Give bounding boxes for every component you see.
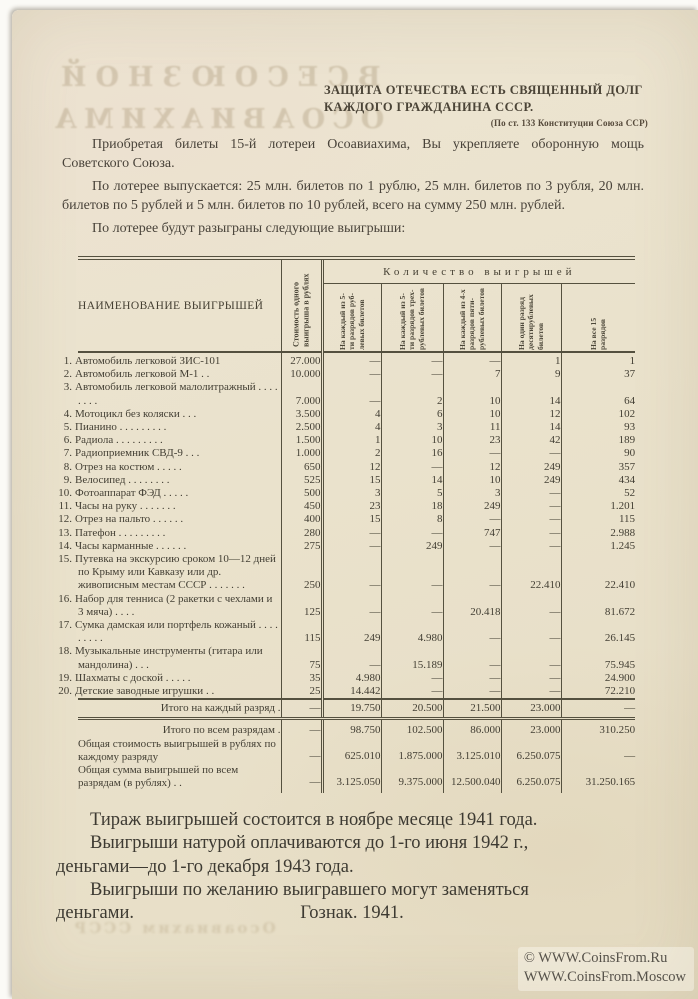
prize-qty-cell: 3 — [443, 487, 501, 500]
watermark — [518, 947, 694, 991]
summary-qty-cell: 6.250.075 — [501, 764, 561, 793]
column-header-5ruble-tickets: На каждый из 4-х разрядов пятирублевых билетов — [443, 284, 501, 353]
prize-number: 5. — [63, 421, 72, 434]
prize-qty-cell: — — [381, 352, 443, 368]
prize-cost-cell: 250 — [281, 553, 322, 593]
prize-qty-cell: 249 — [501, 461, 561, 474]
footer-line-tail: деньгами. — [56, 903, 134, 924]
prize-qty-cell: 11 — [443, 421, 501, 434]
prize-qty-cell: 15.189 — [381, 645, 443, 671]
prize-qty-cell: 10 — [443, 474, 501, 487]
prize-qty-cell: — — [443, 645, 501, 671]
prize-qty-cell: — — [501, 513, 561, 526]
prize-qty-cell: — — [501, 540, 561, 553]
prize-qty-cell: 9 — [501, 368, 561, 381]
column-header-3ruble-tickets: На каждый из 5-ти разрядов трехрублевых билетов — [381, 284, 443, 353]
prize-table — [58, 256, 636, 793]
prize-number: 1. — [63, 355, 72, 367]
prize-number: 12. — [58, 513, 72, 526]
prize-qty-cell: 52 — [561, 487, 635, 500]
prize-cost-cell: 275 — [281, 540, 322, 553]
prize-qty-cell: — — [381, 593, 443, 619]
watermark-line: © WWW.CoinsFrom.Ru — [523, 949, 668, 966]
table-row — [78, 368, 635, 381]
prize-number: 18. — [58, 645, 72, 658]
table-row — [78, 619, 635, 645]
summary-qty-cell: — — [561, 738, 635, 764]
prize-qty-cell: 22.410 — [501, 553, 561, 593]
prize-name: Часы на руку . . . . . . . — [75, 500, 176, 513]
prize-qty-cell: — — [443, 672, 501, 685]
prize-qty-cell: 24.900 — [561, 672, 635, 685]
prize-name-cell — [58, 645, 281, 671]
prize-qty-cell: 18 — [381, 500, 443, 513]
prize-qty-cell: 26.145 — [561, 619, 635, 645]
prize-name-cell — [58, 487, 281, 500]
prize-name-cell — [58, 513, 281, 526]
summary-cost-cell: — — [281, 719, 322, 738]
table-row — [78, 434, 635, 447]
column-header-ruble-tickets: На каждый из 5-ти разрядов рублевых билетов — [322, 284, 381, 353]
prize-name-cell — [63, 434, 281, 447]
table-row — [78, 352, 635, 368]
prize-qty-cell: — — [443, 685, 501, 699]
prize-name: Детские заводные игрушки . . — [75, 685, 215, 698]
prize-number: 20. — [58, 685, 72, 698]
column-header-all-15: На все 15 разрядов — [561, 284, 635, 353]
ghost-bleedthrough-text: Осоавиахим СССР — [72, 919, 276, 937]
table-row — [78, 527, 635, 540]
prize-name: Автомобиль легковой ЗИС-101 — [75, 355, 221, 367]
prize-number: 15. — [58, 553, 72, 566]
prize-name: Шахматы с доской . . . . . — [75, 671, 191, 684]
prize-qty-cell: — — [443, 513, 501, 526]
prize-qty-cell: 8 — [381, 513, 443, 526]
summary-label-cell: Итого по всем разрядам . — [162, 724, 281, 737]
prize-cost-cell: 115 — [281, 619, 322, 645]
prize-qty-cell: 23 — [322, 500, 381, 513]
prize-cost-cell: 525 — [281, 474, 322, 487]
prize-name-cell — [63, 381, 281, 407]
prize-qty-cell: — — [322, 368, 381, 381]
prize-number: 13. — [58, 526, 72, 539]
prize-name: Часы карманные . . . . . . — [75, 539, 187, 552]
summary-qty-cell: 3.125.010 — [443, 738, 501, 764]
table-row — [78, 461, 635, 474]
prize-qty-cell: 64 — [561, 381, 635, 407]
table-row — [78, 513, 635, 526]
table-row — [78, 593, 635, 619]
summary-cost-cell: — — [281, 699, 322, 719]
prize-qty-cell: — — [322, 527, 381, 540]
table-row — [78, 553, 635, 593]
prize-qty-cell: 12 — [322, 461, 381, 474]
prize-name: Патефон . . . . . . . . . — [75, 526, 166, 539]
prize-qty-cell: 249 — [443, 500, 501, 513]
prize-cost-cell: 280 — [281, 527, 322, 540]
prize-qty-cell: 6 — [381, 408, 443, 421]
summary-qty-cell: 102.500 — [381, 719, 443, 738]
prize-qty-cell: — — [443, 553, 501, 593]
ghost-bleedthrough-text: ВСЕСОЮЗНОЙ — [52, 62, 381, 93]
summary-row — [78, 764, 635, 793]
prize-qty-cell: 4 — [322, 408, 381, 421]
summary-cost-cell: — — [281, 764, 322, 793]
table-header-row-1 — [78, 258, 635, 284]
table-row — [78, 672, 635, 685]
prize-qty-cell: — — [322, 593, 381, 619]
prize-qty-cell: 102 — [561, 408, 635, 421]
prize-number: 8. — [63, 460, 72, 473]
prize-name: Отрез на пальто . . . . . . — [75, 513, 184, 526]
summary-qty-cell: 6.250.075 — [501, 738, 561, 764]
prize-cost-cell: 7.000 — [281, 381, 322, 407]
prize-qty-cell: 90 — [561, 447, 635, 460]
prize-qty-cell: — — [501, 500, 561, 513]
prize-name: Автомобиль легковой М-1 . . — [75, 368, 210, 381]
summary-row — [78, 719, 635, 738]
summary-qty-cell: 3.125.050 — [322, 764, 381, 793]
summary-qty-cell: 625.010 — [322, 738, 381, 764]
table-row — [78, 500, 635, 513]
prize-cost-cell: 1.500 — [281, 434, 322, 447]
summary-qty-cell: 1.875.000 — [381, 738, 443, 764]
prize-cost-cell: 10.000 — [281, 368, 322, 381]
prize-qty-cell: — — [381, 672, 443, 685]
prize-qty-cell: — — [501, 593, 561, 619]
prize-qty-cell: 7 — [443, 368, 501, 381]
prize-name-cell — [58, 539, 281, 553]
footer-line: Выигрыши по желанию выигравшего могут заменяться — [90, 879, 529, 900]
prize-qty-cell: 81.672 — [561, 593, 635, 619]
prize-qty-cell: 747 — [443, 527, 501, 540]
prize-qty-cell: 357 — [561, 461, 635, 474]
prize-name-cell — [63, 407, 281, 421]
summary-cost-cell: — — [281, 738, 322, 764]
prize-name-cell — [58, 592, 281, 619]
prize-name: Велосипед . . . . . . . . — [75, 473, 170, 486]
prize-qty-cell: 42 — [501, 434, 561, 447]
ghost-bleedthrough-text: ОСОАВИАХИМА — [48, 104, 385, 135]
prize-qty-cell: 23 — [443, 434, 501, 447]
prize-cost-cell: 75 — [281, 645, 322, 671]
summary-qty-cell: 9.375.000 — [381, 764, 443, 793]
prize-name-cell — [63, 460, 281, 474]
prize-qty-cell: — — [501, 685, 561, 699]
watermark-line: WWW.CoinsFrom.Moscow — [523, 969, 686, 986]
prize-qty-cell: 115 — [561, 513, 635, 526]
prize-qty-cell: — — [322, 381, 381, 407]
prize-qty-cell: 20.418 — [443, 593, 501, 619]
prize-qty-cell: 72.210 — [561, 685, 635, 699]
prize-number: 2. — [63, 368, 72, 381]
prize-qty-cell: 4.980 — [322, 672, 381, 685]
prize-qty-cell: 434 — [561, 474, 635, 487]
prize-qty-cell: — — [381, 461, 443, 474]
summary-qty-cell: 86.000 — [443, 719, 501, 738]
summary-qty-cell: 98.750 — [322, 719, 381, 738]
prize-qty-cell: — — [381, 685, 443, 699]
prize-qty-cell: — — [501, 672, 561, 685]
prize-qty-cell: 249 — [381, 540, 443, 553]
prize-qty-cell: — — [322, 645, 381, 671]
prize-number: 16. — [58, 592, 72, 605]
prize-qty-cell: — — [443, 447, 501, 460]
prize-cost-cell: 3.500 — [281, 408, 322, 421]
prize-qty-cell: 1 — [561, 352, 635, 368]
prize-qty-cell: — — [381, 527, 443, 540]
constitution-slogan — [324, 82, 648, 130]
prize-qty-cell: 2 — [381, 381, 443, 407]
prize-number: 17. — [58, 619, 72, 632]
prize-name-cell — [58, 671, 281, 685]
summary-qty-cell: 12.500.040 — [443, 764, 501, 793]
prize-qty-cell: — — [501, 619, 561, 645]
prize-qty-cell: 5 — [381, 487, 443, 500]
prize-qty-cell: — — [443, 352, 501, 368]
prize-name: Пианино . . . . . . . . . — [75, 421, 167, 434]
prize-name: Отрез на костюм . . . . . — [75, 460, 182, 473]
prize-name-cell — [63, 368, 281, 381]
prize-qty-cell: 12 — [501, 408, 561, 421]
prize-cost-cell: 400 — [281, 513, 322, 526]
prize-cost-cell: 35 — [281, 672, 322, 685]
prize-name-cell — [63, 352, 281, 368]
prize-number: 14. — [58, 539, 72, 552]
prize-qty-cell: — — [501, 527, 561, 540]
prize-qty-cell: 10 — [443, 381, 501, 407]
prize-cost-cell: 450 — [281, 500, 322, 513]
prize-number: 6. — [63, 434, 72, 447]
summary-row — [78, 699, 635, 719]
summary-qty-cell: 21.500 — [443, 699, 501, 719]
prize-qty-cell: 1 — [501, 352, 561, 368]
prize-qty-cell: 249 — [501, 474, 561, 487]
goznak-imprint: Гознак. 1941. — [300, 903, 404, 924]
prize-name: Набор для тенниса (2 ракетки с чехлами и 3 мяча) . . . . — [75, 592, 273, 618]
prize-name-cell — [63, 447, 281, 460]
prize-qty-cell: — — [322, 540, 381, 553]
prize-qty-cell: — — [322, 553, 381, 593]
prize-qty-cell: 14.442 — [322, 685, 381, 699]
prize-cost-cell: 2.500 — [281, 421, 322, 434]
table-row — [78, 645, 635, 671]
prize-cost-cell: 25 — [281, 685, 322, 699]
prize-qty-cell: 15 — [322, 513, 381, 526]
prize-qty-cell: 1.245 — [561, 540, 635, 553]
prize-number: 9. — [63, 473, 72, 486]
prize-number: 11. — [58, 500, 72, 513]
prize-qty-cell: 1.201 — [561, 500, 635, 513]
intro-paragraph: По лотерее будут разыграны следующие выигрыши: — [92, 221, 406, 237]
footer-line: деньгами—до 1-го декабря 1943 года. — [56, 856, 354, 877]
footer-line — [56, 902, 648, 925]
prize-name: Автомобиль легковой малолитражный . . . . . . . . — [75, 381, 278, 407]
prize-qty-cell: — — [443, 619, 501, 645]
table-row — [78, 408, 635, 421]
prize-qty-cell: — — [322, 352, 381, 368]
prize-qty-cell: — — [381, 553, 443, 593]
prize-name: Радиола . . . . . . . . . — [75, 434, 163, 447]
prize-number: 4. — [63, 407, 72, 420]
prize-name-cell — [58, 526, 281, 540]
table-row — [78, 447, 635, 460]
prize-qty-cell: — — [501, 447, 561, 460]
prize-name: Музыкальные инструменты (гитара или мандолина) . . . — [75, 645, 263, 671]
prize-cost-cell: 650 — [281, 461, 322, 474]
prize-name-cell — [58, 553, 281, 593]
intro-paragraph: По лотерее выпускается: 25 млн. билетов по 1 рублю, 25 млн. билетов по 3 рубля, 20 млн. билетов по 5 рублей и 5 млн. билетов по 10 рублей, всего на сумму 250 млн. рублей. — [62, 179, 644, 213]
prize-name: Фотоаппарат ФЭД . . . . . — [75, 487, 189, 500]
footer-notes — [56, 809, 648, 925]
summary-label-cell: Итого на каждый разряд . — [78, 699, 281, 719]
summary-label-cell: Общая стоимость выигрышей в рублях по каждому разряду — [78, 737, 276, 763]
summary-qty-cell: 23.000 — [501, 699, 561, 719]
prize-qty-cell: 249 — [322, 619, 381, 645]
summary-qty-cell: 23.000 — [501, 719, 561, 738]
prize-qty-cell: 3 — [322, 487, 381, 500]
column-header-prize-name: НАИМЕНОВАНИЕ ВЫИГРЫШЕЙ — [78, 258, 281, 352]
summary-qty-cell: 310.250 — [561, 719, 635, 738]
prize-qty-cell: — — [501, 487, 561, 500]
prize-qty-cell: 10 — [381, 434, 443, 447]
lottery-ticket-back — [12, 10, 698, 999]
prize-qty-cell: 12 — [443, 461, 501, 474]
prize-name-cell — [63, 473, 281, 487]
table-row — [78, 474, 635, 487]
prize-qty-cell: — — [501, 645, 561, 671]
prize-qty-cell: 3 — [381, 421, 443, 434]
prize-number: 7. — [63, 447, 72, 460]
slogan-text: ЗАЩИТА ОТЕЧЕСТВА ЕСТЬ СВЯЩЕННЫЙ ДОЛГ КАЖДОГО ГРАЖДАНИНА СССР. — [324, 83, 643, 114]
prize-qty-cell: 22.410 — [561, 553, 635, 593]
prize-qty-cell: — — [443, 540, 501, 553]
prize-number: 19. — [58, 671, 72, 684]
summary-qty-cell: 20.500 — [381, 699, 443, 719]
prize-qty-cell: 2.988 — [561, 527, 635, 540]
summary-label-cell: Общая сумма выигрышей по всем разрядам (в рублях) . . — [78, 763, 239, 789]
table-row — [78, 421, 635, 434]
prize-qty-cell: 14 — [381, 474, 443, 487]
table-row — [78, 685, 635, 699]
prize-qty-cell: 16 — [381, 447, 443, 460]
table-row — [78, 540, 635, 553]
table-row — [78, 487, 635, 500]
prize-qty-cell: 75.945 — [561, 645, 635, 671]
prize-name: Радиоприемник СВД-9 . . . — [75, 447, 200, 460]
column-group-header-quantity: Количество выигрышей — [322, 258, 635, 284]
slogan-source: (По ст. 133 Конституции Союза ССР) — [490, 118, 648, 128]
prize-cost-cell: 27.000 — [281, 352, 322, 368]
intro-paragraph: Приобретая билеты 15-й лотереи Осоавиахима, Вы укрепляете оборонную мощь Советского Союза. — [62, 137, 644, 171]
prize-cost-cell: 1.000 — [281, 447, 322, 460]
prize-name: Мотоцикл без коляски . . . — [75, 407, 197, 420]
prize-name-cell — [58, 619, 281, 645]
prize-qty-cell: 93 — [561, 421, 635, 434]
prize-cost-cell: 125 — [281, 593, 322, 619]
prize-qty-cell: — — [381, 368, 443, 381]
prize-name-cell — [63, 421, 281, 434]
prize-number: 3. — [63, 381, 72, 394]
prize-qty-cell: 4.980 — [381, 619, 443, 645]
prize-table-summary — [78, 699, 635, 792]
prize-name: Путевка на экскурсию сроком 10—12 дней по Крыму или Кавказу или др. живописным местам СССР . . . . . . . — [75, 553, 276, 592]
footer-line: Тираж выигрышей состоится в ноябре месяце 1941 года. — [90, 810, 538, 830]
prize-name-cell — [58, 685, 281, 699]
prize-qty-cell: 15 — [322, 474, 381, 487]
column-header-cost: Стоимость одного выигрыша в рублях — [281, 258, 322, 352]
table-row — [78, 381, 635, 407]
prize-name: Сумка дамская или портфель кожаный . . . . . . . . . — [75, 619, 278, 645]
footer-line: Выигрыши натурой оплачиваются до 1-го июня 1942 г., — [90, 833, 529, 854]
column-header-10ruble-tickets: На один разряд десятирублевых билетов — [501, 284, 561, 353]
prize-qty-cell: 37 — [561, 368, 635, 381]
summary-qty-cell: 31.250.165 — [561, 764, 635, 793]
summary-qty-cell: 19.750 — [322, 699, 381, 719]
prize-number: 10. — [58, 487, 72, 500]
prize-table-body — [58, 352, 636, 699]
prize-qty-cell: 2 — [322, 447, 381, 460]
summary-row — [78, 738, 635, 764]
prize-qty-cell: 189 — [561, 434, 635, 447]
intro-paragraphs — [62, 136, 644, 239]
prize-name-cell — [58, 500, 281, 513]
prize-cost-cell: 500 — [281, 487, 322, 500]
prize-qty-cell: 1 — [322, 434, 381, 447]
prize-qty-cell: 4 — [322, 421, 381, 434]
prize-qty-cell: 10 — [443, 408, 501, 421]
prize-qty-cell: 14 — [501, 381, 561, 407]
prize-qty-cell: 14 — [501, 421, 561, 434]
summary-qty-cell: — — [561, 699, 635, 719]
